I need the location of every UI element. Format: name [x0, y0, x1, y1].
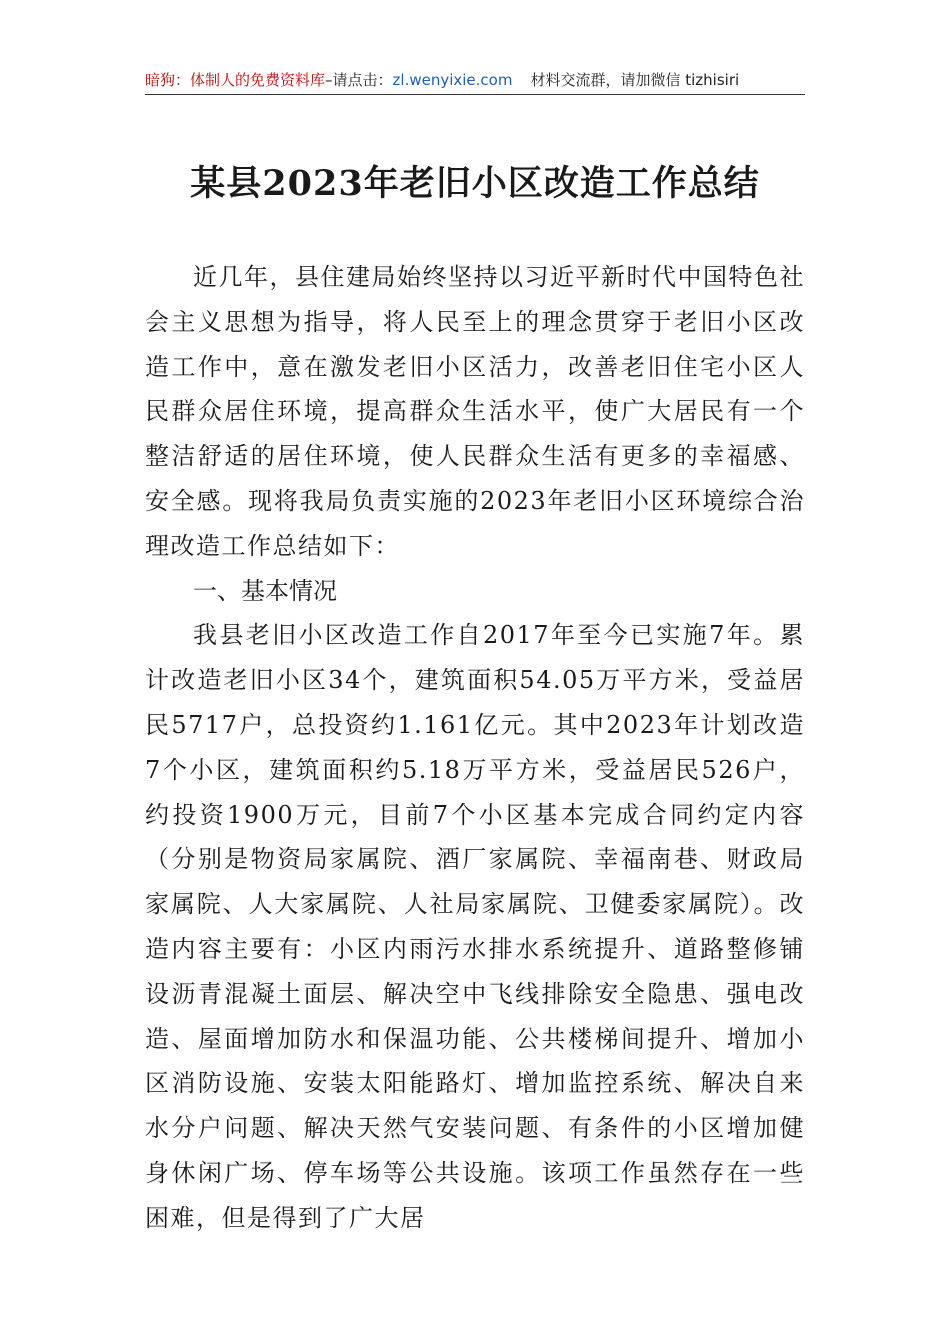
header-group-note: 材料交流群，请加微信 tizhisiri	[530, 71, 740, 89]
document-title: 某县2023年老旧小区改造工作总结	[190, 163, 760, 204]
header-click-prompt: –请点击：	[325, 71, 393, 89]
header-source: 暗狗：体制人的免费资料库	[145, 71, 326, 89]
section-1-heading: 一、基本情况	[193, 576, 337, 605]
header-url-link[interactable]: zl.wenyixie.com	[392, 71, 513, 89]
intro-paragraph: 近几年，县住建局始终坚持以习近平新时代中国特色社会主义思想为指导，将人民至上的理念贯穿于老旧小区改造工作中，意在激发老旧小区活力，改善老旧住宅小区人民群众居住环境，提高群众生活水平，使广大居民有一个整洁舒适的居住环境，使人民群众生活有更多的幸福感、安全感。现将我局负责实施的2023年老旧小区环境综合治理改造工作总结如下：	[145, 263, 805, 560]
document-body	[145, 255, 805, 1241]
section-1-paragraph: 我县老旧小区改造工作自2017年至今已实施7年。累计改造老旧小区34个，建筑面积54.05万平方米，受益居民5717户，总投资约1.161亿元。其中2023年计划改造7个小区，建筑面积约5.18万平方米，受益居民526户，约投资1900万元，目前7个小区基本完成合同约定内容（分别是物资局家属院、酒厂家属院、幸福南巷、财政局家属院、人大家属院、人社局家属院、卫健委家属院）。改造内容主要有：小区内雨污水排水系统提升、道路整修铺设沥青混凝土面层、解决空中飞线排除安全隐患、强电改造、屋面增加防水和保温功能、公共楼梯间提升、增加小区消防设施、安装太阳能路灯、增加监控系统、解决自来水分户问题、解决天然气安装问题、有条件的小区增加健身休闲广场、停车场等公共设施。该项工作虽然存在一些困难，但是得到了广大居	[145, 621, 805, 1232]
page-header	[145, 66, 805, 95]
